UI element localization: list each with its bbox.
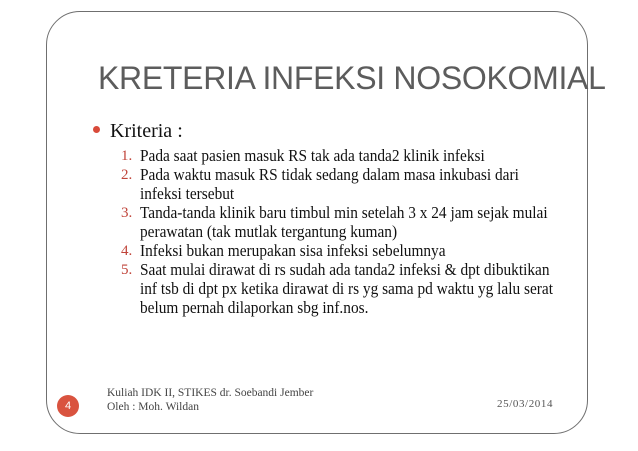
- item-text: Pada saat pasien masuk RS tak ada tanda2 klinik infeksi: [140, 146, 485, 165]
- footer-course: Kuliah IDK II, STIKES dr. Soebandi Jember: [107, 387, 314, 399]
- slide-title: KRETERIA INFEKSI NOSOKOMIAL: [98, 60, 606, 96]
- item-text: Infeksi bukan merupakan sisa infeksi sebelumnya: [140, 241, 446, 260]
- item-number: 1.: [121, 148, 133, 164]
- footer-credits: [107, 386, 313, 414]
- slide-content: [93, 120, 588, 317]
- item-text: Saat mulai dirawat di rs sudah ada tanda2 infeksi & dpt dibuktikan inf tsb di dpt px ketika dirawat di rs yg sama pd waktu yg lalu serat belum pernah dilaporkan sbg inf.nos.: [140, 260, 553, 317]
- list-item: [121, 165, 588, 203]
- item-text: Pada waktu masuk RS tidak sedang dalam masa inkubasi dari infeksi tersebut: [140, 165, 519, 203]
- list-item: [121, 203, 588, 241]
- bullet-row: [93, 120, 588, 143]
- item-number: 5.: [121, 262, 133, 278]
- item-number: 3.: [121, 205, 133, 221]
- criteria-list: [93, 146, 588, 317]
- list-item: [121, 241, 588, 260]
- footer-author: Oleh : Moh. Wildan: [107, 401, 199, 413]
- item-text: Tanda-tanda klinik baru timbul min setelah 3 x 24 jam sejak mulai perawatan (tak mutlak tergantung kuman): [140, 203, 548, 241]
- bullet-dot-icon: [93, 126, 100, 133]
- list-item: [121, 146, 588, 165]
- page-number-badge: 4: [57, 395, 79, 417]
- list-item: [121, 260, 588, 317]
- slide-date: 25/03/2014: [497, 398, 554, 410]
- item-number: 2.: [121, 167, 133, 183]
- bullet-heading: Kriteria :: [110, 120, 183, 142]
- item-number: 4.: [121, 243, 133, 259]
